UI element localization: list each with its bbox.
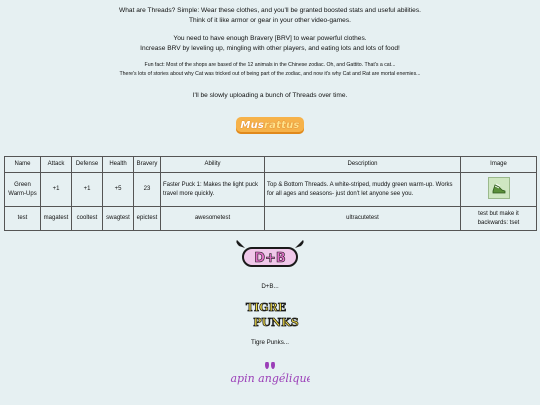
- cell-name: Green Warm-Ups: [5, 173, 41, 207]
- tigre-punks-logo: [0, 299, 540, 346]
- cell-defense: +1: [72, 173, 103, 207]
- cell-bravery: epictest: [134, 207, 161, 231]
- cell-attack: +1: [41, 173, 72, 207]
- dplusb-logo: [0, 240, 540, 290]
- threads-table: [4, 156, 537, 231]
- dplusb-caption: D+B...: [261, 283, 279, 290]
- column-header: Health: [103, 157, 134, 173]
- cell-image: test but make it backwards: tset: [461, 207, 537, 231]
- intro-line: Increase BRV by leveling up, mingling with other players, and eating lots and lots of food!: [140, 45, 400, 52]
- column-header: Defense: [72, 157, 103, 173]
- cell-attack: magatest: [41, 207, 72, 231]
- intro-paragraph-3: [0, 61, 540, 79]
- intro-paragraph-4: [0, 91, 540, 101]
- intro-line: I'll be slowly uploading a bunch of Threads over time.: [192, 92, 348, 99]
- logo-text: Mus: [240, 120, 265, 131]
- column-header: Attack: [41, 157, 72, 173]
- table-header-row: [5, 157, 537, 173]
- cell-bravery: 23: [134, 173, 161, 207]
- cell-description: ultracutetest: [265, 207, 461, 231]
- logo-text: rattus: [264, 120, 300, 131]
- musrattus-logo: [236, 117, 304, 134]
- dplusb-logo-graphic: [233, 240, 307, 270]
- column-header: Bravery: [134, 157, 161, 173]
- cell-description: Top & Bottom Threads. A white-striped, muddy green warm-up. Works for all ages and seasons- just don't let anyone see you.: [265, 173, 461, 207]
- green-shoe-icon[interactable]: [488, 177, 510, 199]
- tigre-punks-caption: Tigre Punks...: [251, 339, 289, 346]
- logo-text: TIGRE: [245, 301, 287, 314]
- intro-line: What are Threads? Simple: Wear these clothes, and you'll be granted boosted stats and useful abilities.: [119, 7, 421, 14]
- intro-paragraph-2: [0, 34, 540, 54]
- intro-line: There's lots of stories about why Cat was tricked out of being part of the zodiac, and now it's why Cat and Rat are mortal enemies...: [119, 71, 421, 77]
- table-row: [5, 173, 537, 207]
- cell-health: +5: [103, 173, 134, 207]
- lapin-angelique-logo: [0, 362, 540, 395]
- table-row: [5, 207, 537, 231]
- cell-defense: cooltest: [72, 207, 103, 231]
- cell-health: swagtest: [103, 207, 134, 231]
- intro-line: You need to have enough Bravery [BRV] to wear powerful clothes.: [173, 35, 367, 42]
- lapin-angelique-logo-graphic: [230, 362, 310, 390]
- intro-line: Fun fact: Most of the shops are based of the 12 animals in the Chinese zodiac. Oh, and Gattito. That's a cat...: [144, 62, 396, 68]
- cell-image: [461, 173, 537, 207]
- cell-name: test: [5, 207, 41, 231]
- logo-text: lapin angélique: [230, 372, 310, 385]
- tigre-punks-logo-graphic: [236, 299, 304, 329]
- logo-text: D+B: [254, 251, 286, 266]
- intro-line: Think of it like armor or gear in your other video-games.: [189, 17, 351, 24]
- intro-paragraph-1: [0, 6, 540, 26]
- logo-text: PUNKS: [253, 316, 299, 329]
- column-header: Description: [265, 157, 461, 173]
- column-header: Ability: [161, 157, 265, 173]
- column-header: Name: [5, 157, 41, 173]
- column-header: Image: [461, 157, 537, 173]
- cell-ability: Faster Puck 1: Makes the light puck travel more quickly.: [161, 173, 265, 207]
- cell-ability: awesometest: [161, 207, 265, 231]
